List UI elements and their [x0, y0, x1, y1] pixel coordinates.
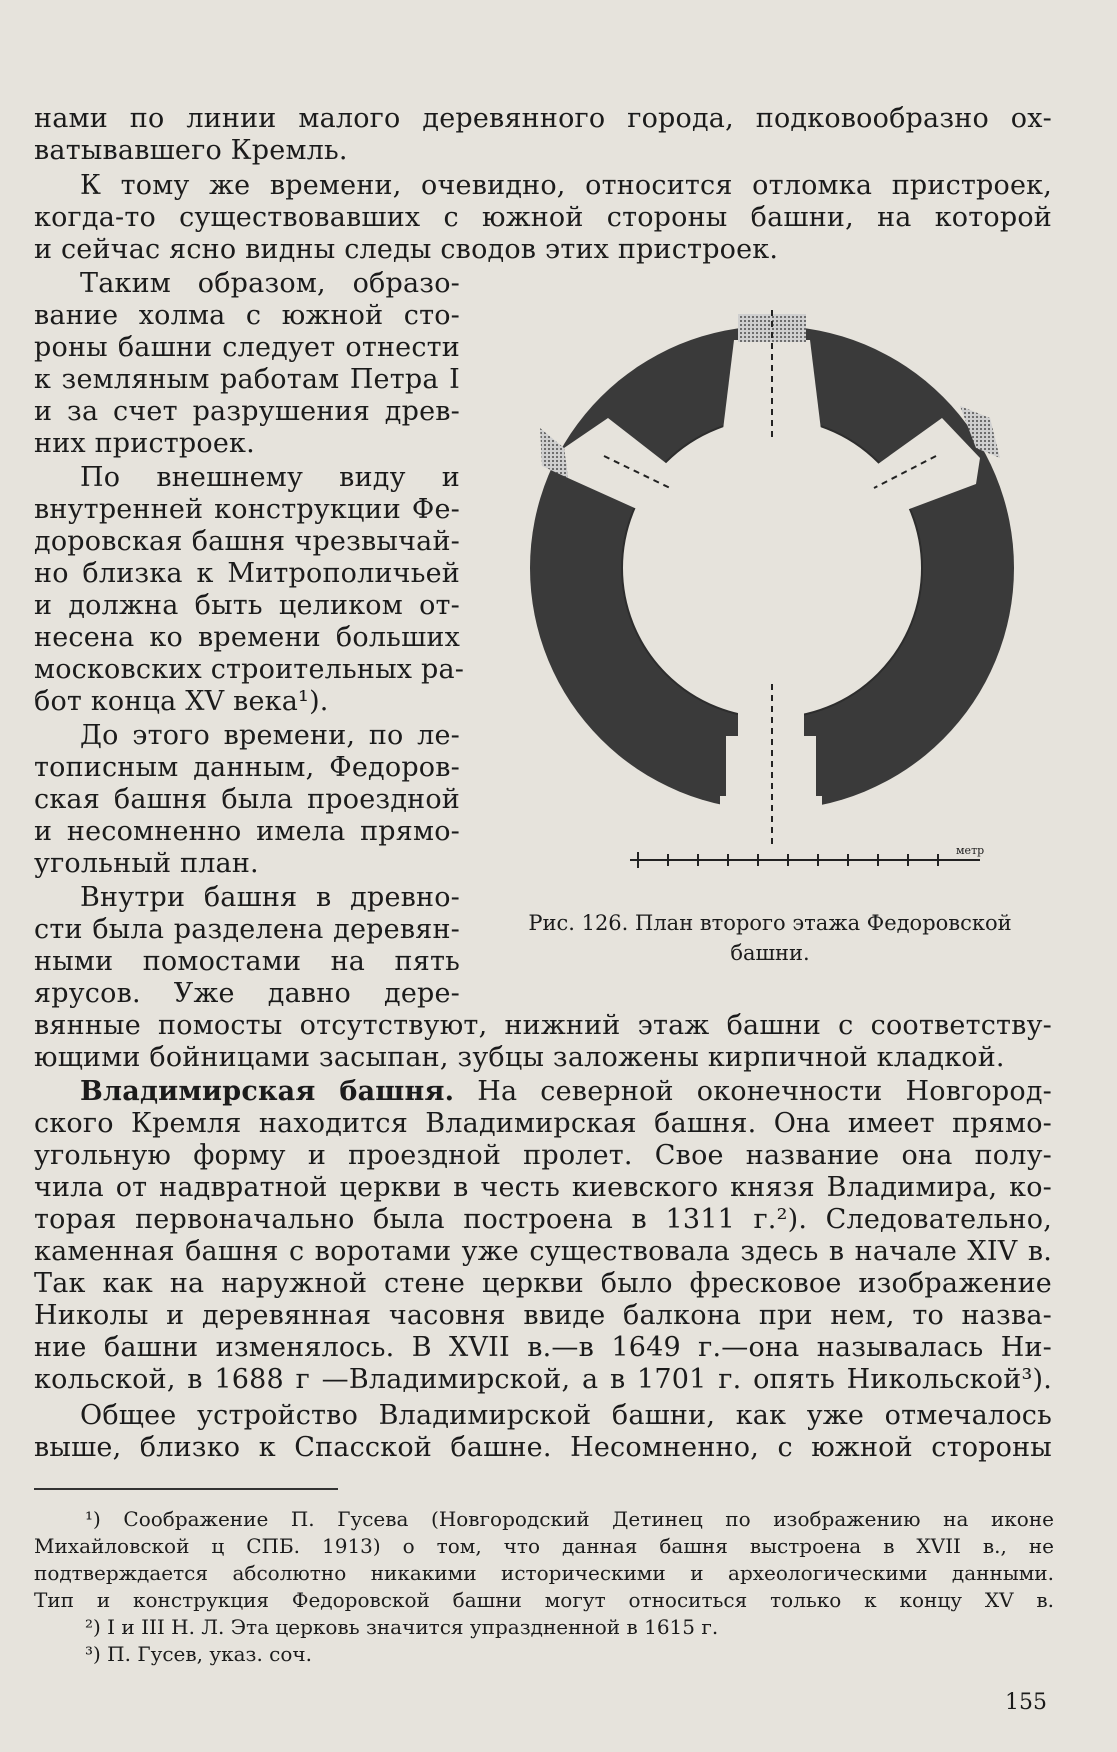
text-line: и за счет разрушения древ-: [34, 396, 460, 427]
text-line: Так как на наружной стене церкви было фресковое изображение: [34, 1268, 1052, 1299]
figure-caption-line2: башни.: [730, 941, 810, 965]
text-line: чила от надвратной церкви в честь киевского князя Владимира, ко-: [34, 1172, 1052, 1203]
text-line: каменная башня с воротами уже существовала здесь в начале XIV в.: [34, 1236, 1052, 1267]
text-line: бот конца XV века¹).: [34, 686, 329, 717]
text-line: ского Кремля находится Владимирская башня. Она имеет прямо-: [34, 1108, 1052, 1139]
footnote-line: Тип и конструкция Федоровской башни могут относиться только к концу XV в.: [34, 1588, 1054, 1612]
footnote-line: ³) П. Гусев, указ. соч.: [85, 1642, 312, 1666]
text-line: внутренней конструкции Фе-: [34, 494, 460, 525]
text-line: До этого времени, по ле-: [80, 720, 460, 751]
page-number: 155: [1005, 1690, 1047, 1715]
text-line: вянные помосты отсутствуют, нижний этаж башни с соответству-: [34, 1010, 1052, 1041]
footnote-rule: [34, 1488, 338, 1490]
text-line: ская башня была проездной: [34, 784, 460, 815]
text-line: ярусов. Уже давно дере-: [34, 978, 460, 1009]
text-line: и сейчас ясно видны следы сводов этих пристроек.: [34, 234, 779, 265]
text-line: Общее устройство Владимирской башни, как уже отмечалось: [80, 1400, 1052, 1431]
text-line: выше, близко к Спасской башне. Несомненно, с южной стороны: [34, 1432, 1052, 1463]
text-line: ющими бойницами засыпан, зубцы заложены кирпичной кладкой.: [34, 1042, 1005, 1073]
text-line: угольную форму и проездной пролет. Свое название она полу-: [34, 1140, 1052, 1171]
heading-paragraph-line: [34, 1076, 1052, 1108]
text-line: ние башни изменялось. В XVII в.—в 1649 г.—она называлась Ни-: [34, 1332, 1052, 1363]
text-line: них пристроек.: [34, 428, 255, 459]
embrasure-west-hatch: [540, 428, 568, 478]
footnote-line: подтверждается абсолютно никакими историческими и археологическими данными.: [34, 1561, 1054, 1585]
text-line: По внешнему виду и: [80, 462, 460, 493]
text-line: Внутри башня в древно-: [80, 882, 460, 913]
text-line: К тому же времени, очевидно, относится отломка пристроек,: [80, 170, 1052, 201]
text-line: ватывавшего Кремль.: [34, 135, 348, 166]
text-line: нами по линии малого деревянного города, подковообразно ох-: [34, 103, 1052, 134]
text-line: Николы и деревянная часовня ввиде балкона при нем, то назва-: [34, 1300, 1052, 1331]
text-line: Таким образом, образо-: [80, 268, 460, 299]
footnote-line: ¹) Соображение П. Гусева (Новгородский Детинец по изображению на иконе: [85, 1507, 1054, 1531]
section-heading: Владимирская башня.: [80, 1076, 455, 1107]
text-line: доровская башня чрезвычай-: [34, 526, 460, 557]
text-line: сти была разделена деревян-: [34, 914, 460, 945]
footnote-line: Михайловской ц СПБ. 1913) о том, что данная башня выстроена в XVII в., не: [34, 1534, 1054, 1558]
text-line: московских строительных ра-: [34, 654, 465, 685]
text-line: вание холма с южной сто-: [34, 300, 460, 331]
text-line: несена ко времени больших: [34, 622, 460, 653]
text-line: когда-то существовавших с южной стороны башни, на которой: [34, 202, 1052, 233]
text-line: но близка к Митрополичьей: [34, 558, 460, 589]
text-line: торая первоначально была построена в 1311 г.²). Следовательно,: [34, 1204, 1052, 1235]
text-line: ными помостами на пять: [34, 946, 460, 977]
text-line: к земляным работам Петра I: [34, 364, 460, 395]
text-line: и несомненно имела прямо-: [34, 816, 460, 847]
text-line: кольской, в 1688 г —Владимирской, а в 1701 г. опять Никольской³).: [34, 1364, 1052, 1395]
heading-line-text: На северной оконечности Новгород-: [454, 1076, 1052, 1107]
tower-plan-drawing: [520, 288, 1040, 888]
figure-tower-plan: [520, 288, 1040, 888]
text-line: и должна быть целиком от-: [34, 590, 460, 621]
figure-caption-line1: Рис. 126. План второго этажа Федоровской: [528, 911, 1012, 935]
inner-chamber: [622, 418, 922, 718]
scale-label: метр: [956, 844, 985, 857]
text-line: тописным данным, Федоров-: [34, 752, 460, 783]
text-line: роны башни следует отнести: [34, 332, 460, 363]
text-line: угольный план.: [34, 848, 259, 879]
footnote-line: ²) I и III Н. Л. Эта церковь значится упраздненной в 1615 г.: [85, 1615, 719, 1639]
